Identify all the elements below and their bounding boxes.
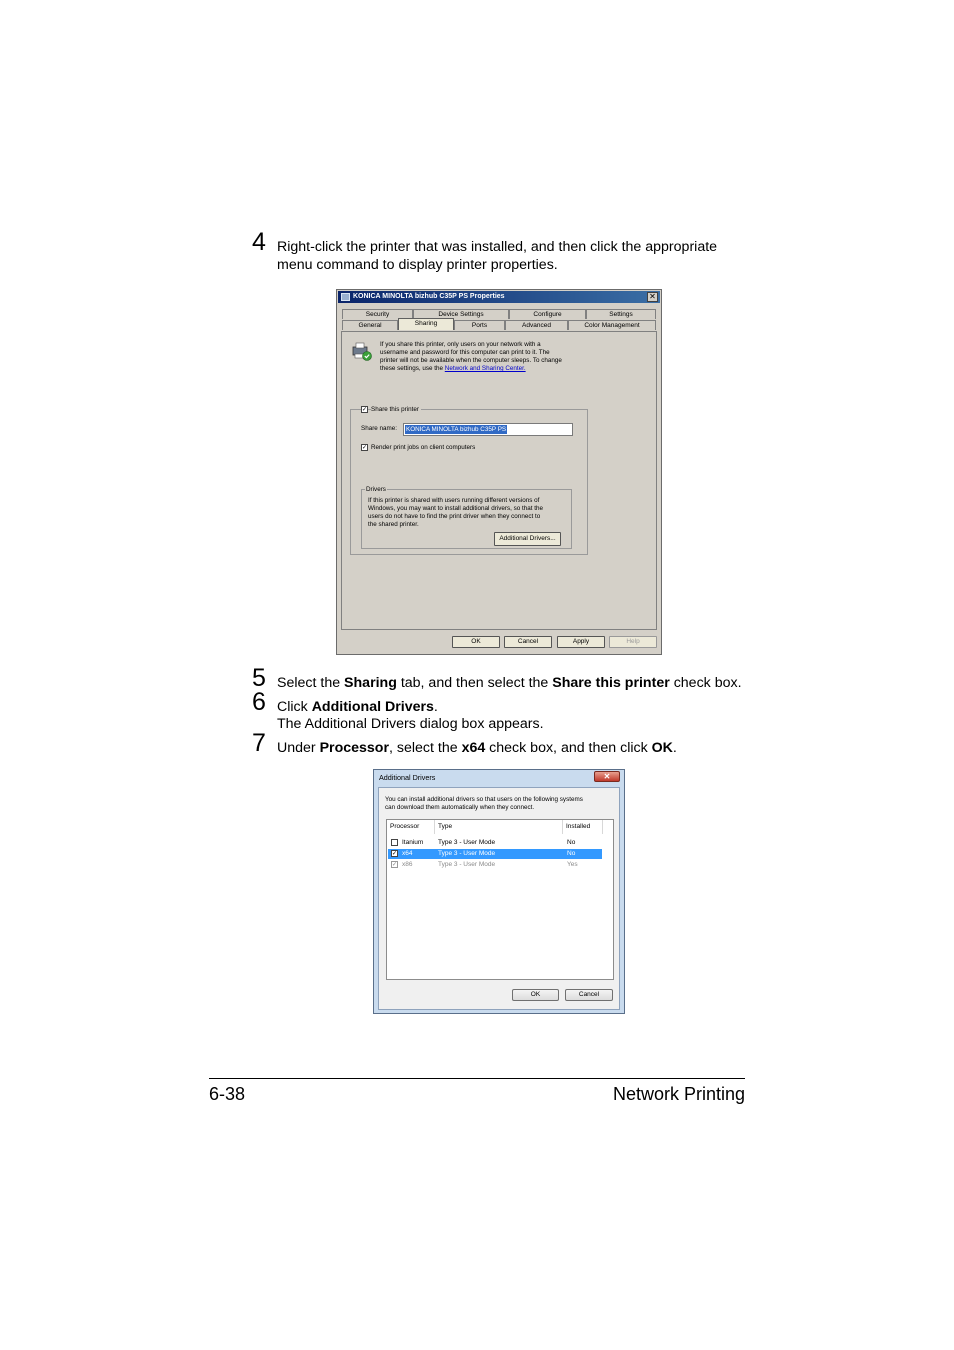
step-4-text-line1: Right-click the printer that was installed, and then click the appropriate	[277, 239, 718, 255]
row-checkbox-itanium[interactable]	[391, 839, 398, 846]
step-6-post: .	[433, 699, 438, 715]
tab-security[interactable]: Security	[342, 309, 413, 319]
step-7-post: .	[672, 740, 677, 756]
help-button[interactable]: Help	[609, 636, 657, 648]
section-title: Network Printing	[612, 1084, 745, 1104]
step-7-text	[277, 739, 677, 757]
tab-configure[interactable]: Configure	[509, 309, 586, 319]
drivers-ok-button[interactable]: OK	[512, 989, 559, 1001]
drivers-dialog-title: Additional Drivers	[379, 773, 436, 782]
network-sharing-center-link[interactable]: Network and Sharing Center.	[444, 365, 526, 372]
render-print-jobs-checkbox[interactable]: ✓	[362, 445, 368, 451]
row-type: Type 3 - User Mode	[438, 850, 496, 857]
info-line-1: If you share this printer, only users on your network with a	[380, 341, 541, 348]
step-5-mid: tab, and then select the	[396, 675, 553, 691]
step-5-post: check box.	[669, 675, 742, 691]
step-6-additional-drivers: Additional Drivers	[311, 699, 434, 715]
row-type: Type 3 - User Mode	[438, 839, 496, 846]
step-7-ok: OK	[651, 740, 673, 756]
dialog-title-bar	[338, 291, 660, 303]
row-processor: Itanium	[402, 839, 424, 846]
drivers-desc-line-1: You can install additional drivers so that users on the following systems	[385, 796, 583, 803]
step-7-mid: , select the	[389, 740, 462, 756]
table-row[interactable]	[388, 838, 602, 848]
step-7-number: 7	[252, 729, 266, 757]
step-6-text	[277, 698, 438, 716]
close-icon[interactable]: ✕	[647, 292, 658, 302]
tab-advanced[interactable]: Advanced	[505, 320, 568, 330]
step-5-number: 5	[252, 664, 266, 692]
row-checkbox-x64[interactable]: ✓	[392, 851, 398, 857]
share-this-printer-checkbox[interactable]: ✓	[362, 407, 368, 413]
drivers-line-2: Windows, you may want to install additional drivers, so that the	[368, 505, 543, 512]
apply-button[interactable]: Apply	[557, 636, 605, 648]
tab-color-management[interactable]: Color Management	[568, 320, 656, 330]
info-line-3: printer will not be available when the computer sleeps. To change	[380, 357, 562, 364]
step-6-line2: The Additional Drivers dialog box appears.	[277, 716, 544, 732]
drivers-group-label: Drivers	[366, 486, 386, 493]
column-header-installed[interactable]: Installed	[563, 820, 603, 834]
tab-device-settings[interactable]: Device Settings	[413, 309, 509, 319]
footer-rule	[209, 1078, 745, 1079]
step-7-pre: Under	[277, 740, 320, 756]
step-6-number: 6	[252, 688, 266, 716]
row-processor: x86	[402, 861, 413, 868]
info-line-4-text: these settings, use the	[380, 365, 445, 372]
close-icon[interactable]: ✕	[594, 771, 620, 782]
tab-settings[interactable]: Settings	[586, 309, 656, 319]
row-checkbox-x86[interactable]: ✓	[392, 862, 398, 868]
row-processor: x64	[402, 850, 413, 857]
row-installed: No	[567, 850, 576, 857]
shared-printer-icon	[350, 341, 374, 363]
table-row[interactable]	[388, 849, 602, 859]
drivers-line-1: If this printer is shared with users running different versions of	[368, 497, 540, 504]
step-4-text-line2: menu command to display printer properties.	[277, 257, 558, 273]
info-line-2: username and password for this computer can print to it. The	[380, 349, 550, 356]
page-number: 6-38	[209, 1084, 246, 1104]
drivers-list[interactable]	[386, 819, 614, 980]
drivers-line-3: users do not have to find the print driver when they connect to	[368, 513, 541, 520]
table-row[interactable]	[388, 860, 602, 870]
step-5-text	[277, 674, 742, 692]
tab-sharing[interactable]: Sharing	[398, 318, 454, 330]
drivers-line-4: the shared printer.	[368, 521, 419, 528]
cancel-button[interactable]: Cancel	[504, 636, 552, 648]
tab-ports[interactable]: Ports	[454, 320, 505, 330]
share-name-value: KONICA MINOLTA bizhub C35P PS	[406, 426, 507, 433]
info-line-4	[380, 365, 526, 373]
render-print-jobs-label: Render print jobs on client computers	[371, 444, 476, 451]
ok-button[interactable]: OK	[452, 636, 500, 648]
step-7-x64: x64	[461, 740, 486, 756]
drivers-desc-line-2: can download them automatically when they connect.	[385, 804, 535, 811]
tab-general[interactable]: General	[342, 320, 398, 330]
column-header-type[interactable]: Type	[435, 820, 563, 834]
row-type: Type 3 - User Mode	[438, 861, 496, 868]
step-6-pre: Click	[277, 699, 312, 715]
drivers-cancel-button[interactable]: Cancel	[565, 989, 613, 1001]
share-this-printer-label: Share this printer	[371, 406, 419, 413]
printer-icon	[341, 293, 350, 301]
step-5-share-this-printer: Share this printer	[552, 675, 670, 691]
step-4-number: 4	[252, 228, 266, 256]
dialog-title: KONICA MINOLTA bizhub C35P PS Properties	[353, 293, 505, 300]
additional-drivers-button[interactable]: Additional Drivers...	[494, 532, 561, 546]
step-5-sharing: Sharing	[344, 675, 397, 691]
step-7-processor: Processor	[319, 740, 389, 756]
column-header-processor[interactable]: Processor	[387, 820, 435, 834]
row-installed: No	[567, 839, 576, 846]
share-name-label: Share name:	[361, 425, 398, 432]
row-installed: Yes	[567, 861, 578, 868]
step-5-pre: Select the	[277, 675, 345, 691]
step-7-mid2: check box, and then click	[485, 740, 652, 756]
share-name-input[interactable]	[403, 423, 573, 436]
